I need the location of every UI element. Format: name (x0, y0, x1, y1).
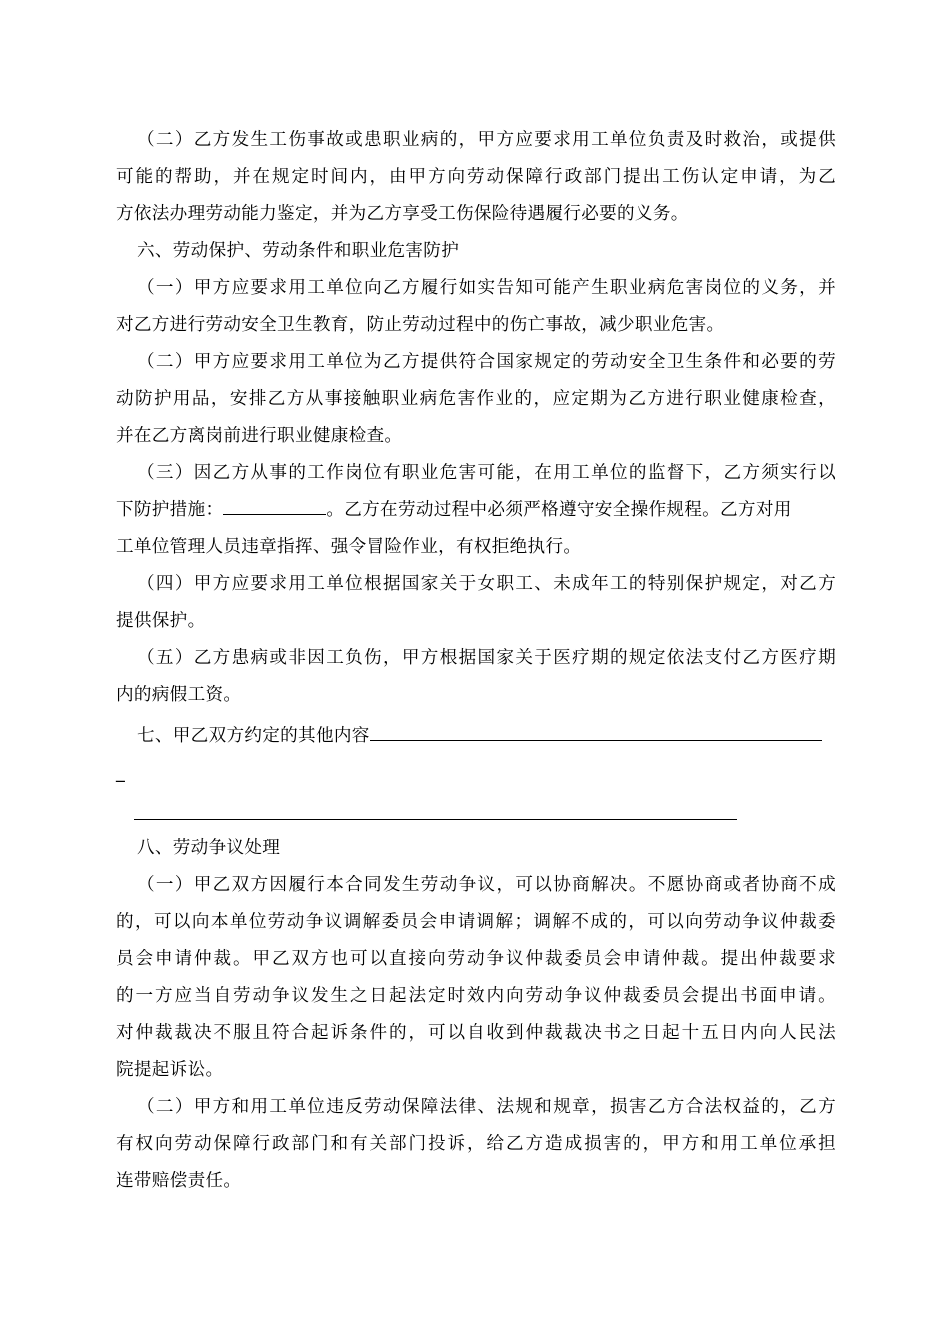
section-heading: 七、甲乙双方约定的其他内容 (137, 726, 370, 746)
paragraph-line: （二）乙方发生工伤事故或患职业病的，甲方应要求用工单位负责及时救治，或提供 (137, 130, 836, 150)
paragraph-line: 并在乙方离岗前进行职业健康检查。 (116, 426, 403, 446)
paragraph-line: 动防护用品，安排乙方从事接触职业病危害作业的，应定期为乙方进行职业健康检查， (116, 389, 836, 409)
paragraph-line: 的，可以向本单位劳动争议调解委员会申请调解；调解不成的，可以向劳动争议仲裁委 (116, 912, 836, 932)
paragraph-line (116, 718, 836, 755)
paragraph-line (116, 492, 836, 529)
paragraph-line: 工单位管理人员违章指挥、强令冒险作业，有权拒绝执行。 (116, 537, 582, 557)
paragraph-line: 提供保护。 (116, 611, 206, 631)
paragraph-line: 院提起诉讼。 (116, 1060, 224, 1080)
section6-item2 (116, 344, 836, 455)
section7 (116, 718, 836, 792)
section5-item2 (116, 122, 836, 233)
section6-item4 (116, 566, 836, 640)
paragraph-line: _ (116, 763, 126, 783)
paragraph-line: 对仲裁裁决不服且符合起诉条件的，可以自收到仲裁裁决书之日起十五日内向人民法 (116, 1023, 836, 1043)
paragraph-line: （二）甲方和用工单位违反劳动保障法律、法规和规章，损害乙方合法权益的，乙方 (137, 1097, 836, 1117)
line-text: 下防护措施： (116, 500, 224, 520)
section6-item5 (116, 640, 836, 714)
section-heading: 六、劳动保护、劳动条件和职业危害防护 (137, 241, 460, 261)
paragraph-line: （一）甲乙双方因履行本合同发生劳动争议，可以协商解决。不愿协商或者协商不成 (137, 875, 836, 895)
paragraph-line: （五）乙方患病或非因工负伤，甲方根据国家关于医疗期的规定依法支付乙方医疗期 (137, 648, 836, 668)
paragraph-line: 对乙方进行劳动安全卫生教育，防止劳动过程中的伤亡事故，减少职业危害。 (116, 315, 725, 335)
section8-item1 (116, 867, 836, 1089)
paragraph-line: （一）甲方应要求用工单位向乙方履行如实告知可能产生职业病危害岗位的义务，并 (137, 278, 836, 298)
section6 (116, 233, 836, 270)
paragraph-line: 可能的帮助，并在规定时间内，由甲方向劳动保障行政部门提出工伤认定申请，为乙 (116, 167, 836, 187)
other-terms-blank-line[interactable] (134, 819, 737, 820)
paragraph-line: （四）甲方应要求用工单位根据国家关于女职工、未成年工的特别保护规定，对乙方 (137, 574, 836, 594)
paragraph-line: （三）因乙方从事的工作岗位有职业危害可能，在用工单位的监督下，乙方须实行以 (137, 463, 836, 483)
paragraph-line: 员会申请仲裁。甲乙双方也可以直接向劳动争议仲裁委员会申请仲裁。提出仲裁要求 (116, 949, 836, 969)
paragraph-line: 方依法办理劳动能力鉴定，并为乙方享受工伤保险待遇履行必要的义务。 (116, 204, 689, 224)
paragraph-line: 的一方应当自劳动争议发生之日起法定时效内向劳动争议仲裁委员会提出书面申请。 (116, 986, 836, 1006)
protection-measures-blank[interactable] (223, 496, 326, 515)
line-text: 。乙方在劳动过程中必须严格遵守安全操作规程。乙方对用 (326, 500, 792, 520)
section-heading: 八、劳动争议处理 (137, 838, 281, 858)
section6-item3 (116, 455, 836, 566)
other-terms-blank[interactable] (370, 722, 822, 741)
paragraph-line: 内的病假工资。 (116, 685, 242, 705)
paragraph-line: （二）甲方应要求用工单位为乙方提供符合国家规定的劳动安全卫生条件和必要的劳 (137, 352, 836, 372)
paragraph-line: 有权向劳动保障行政部门和有关部门投诉，给乙方造成损害的，甲方和用工单位承担 (116, 1134, 836, 1154)
section8 (116, 830, 836, 867)
section6-item1 (116, 270, 836, 344)
paragraph-line: 连带赔偿责任。 (116, 1171, 242, 1191)
section8-item2 (116, 1089, 836, 1200)
